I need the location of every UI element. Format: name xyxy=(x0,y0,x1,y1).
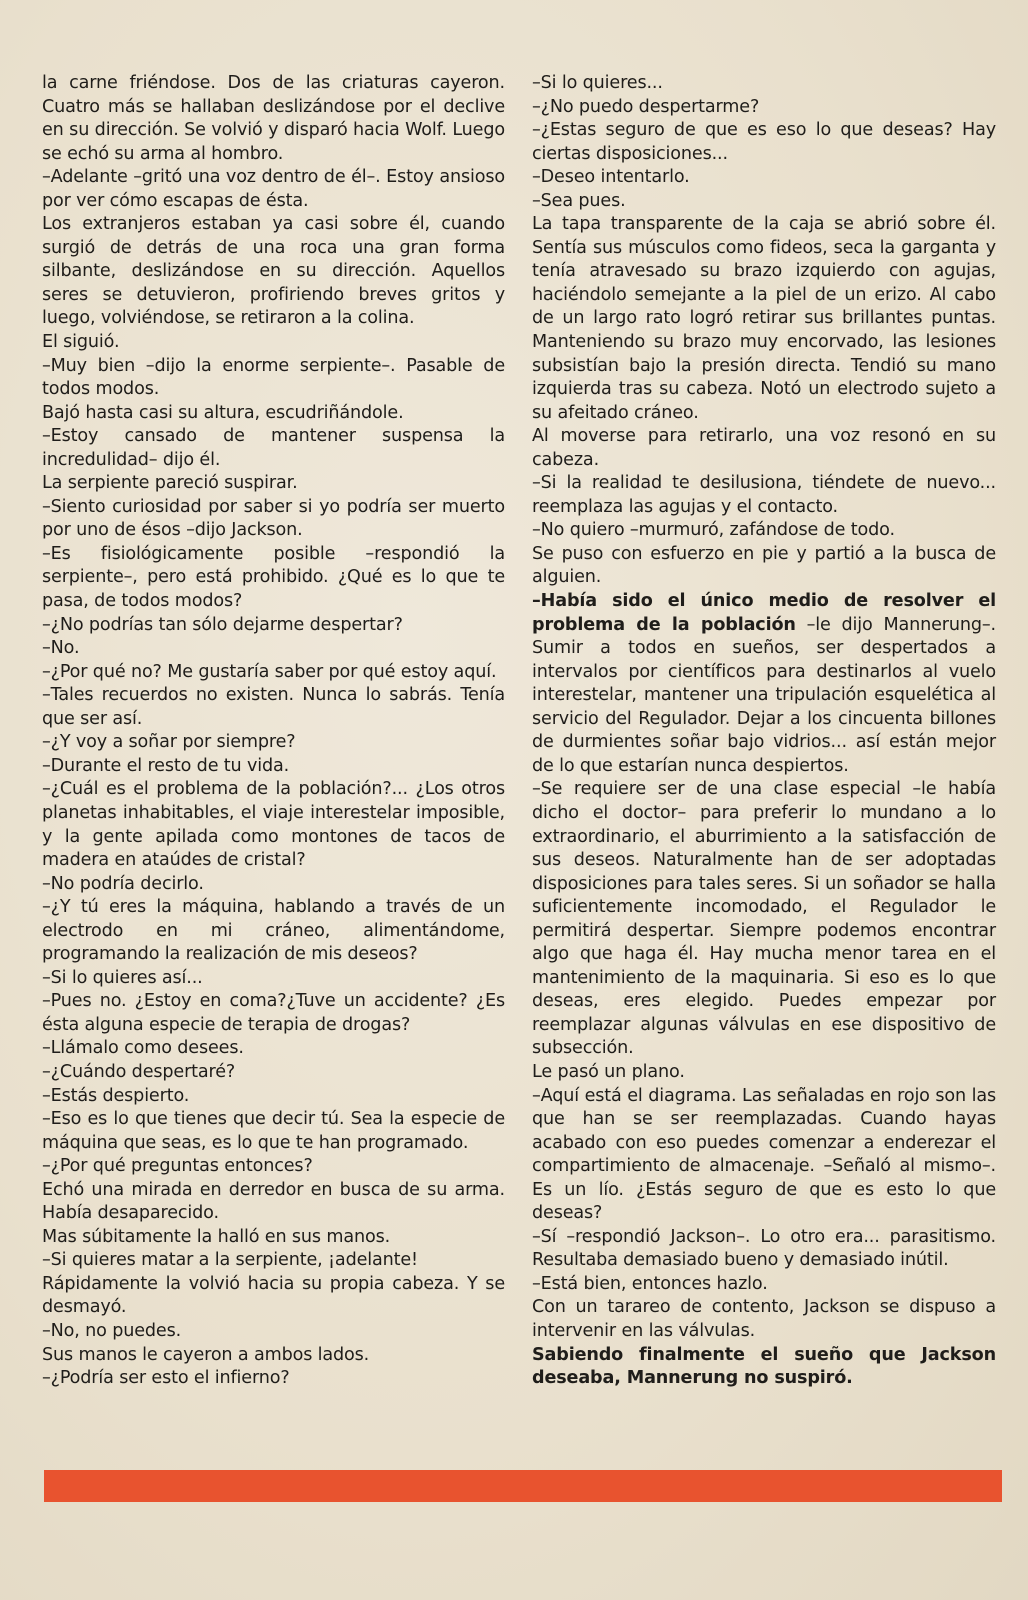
paragraph: –¿Y tú eres la máquina, hablando a través de un electrodo en mi cráneo, alimentándome, programando la realización de mis deseos? xyxy=(42,897,505,965)
paragraph: –¿Y voy a soñar por siempre? xyxy=(42,732,296,753)
paragraph: –Deseo intentarlo. xyxy=(532,167,690,188)
paragraph: –¿Por qué no? Me gustaría saber por qué estoy aquí. xyxy=(42,661,497,682)
paragraph: –Llámalo como desees. xyxy=(42,1038,244,1059)
paragraph: El siguió. xyxy=(42,332,120,353)
mannerung-paragraph xyxy=(532,590,996,778)
paragraph: Echó una mirada en derredor en busca de su arma. Había desaparecido. xyxy=(42,1179,505,1224)
paragraph: La serpiente pareció suspirar. xyxy=(42,473,298,494)
decorative-red-band xyxy=(44,1470,1002,1502)
paragraph: –Si la realidad te desilusiona, tiéndete de nuevo... reemplaza las agujas y el contacto. xyxy=(532,473,996,517)
left-text-column xyxy=(42,72,505,1391)
closing-bold-paragraph: Sabiendo finalmente el sueño que Jackson deseaba, Mannerung no suspiró. xyxy=(532,1344,996,1389)
paragraph: –Es fisiológicamente posible –respondió la serpiente–, pero está prohibido. ¿Qué es lo que te pasa, de todos modos? xyxy=(42,543,505,612)
paragraph: –Siento curiosidad por saber si yo podría ser muerto por uno de ésos –dijo Jackson. xyxy=(42,496,505,541)
paragraph: –Tales recuerdos no existen. Nunca lo sabrás. Tenía que ser así. xyxy=(42,685,505,729)
paragraph: Los extranjeros estaban ya casi sobre él, cuando surgió de detrás de una roca una gran forma silbante, deslizándose en su dirección. Aquellos seres se detuvieron, profiriendo breves gritos y luego, volviéndose, se retiraron a la colina. xyxy=(42,214,505,329)
paragraph: –Si lo quieres... xyxy=(532,73,663,93)
right-text-column xyxy=(532,72,996,1391)
paragraph: –Sea pues. xyxy=(532,190,626,211)
paragraph: Le pasó un plano. xyxy=(532,1061,685,1082)
paragraph: –Eso es lo que tienes que decir tú. Sea la especie de máquina que seas, es lo que te han programado. xyxy=(42,1109,505,1153)
paragraph: Mas súbitamente la halló en sus manos. xyxy=(42,1226,391,1247)
paragraph: –Sí –respondió Jackson–. Lo otro era... parasitismo. Resultaba demasiado bueno y demasiado inútil. xyxy=(532,1226,996,1271)
paragraph: –Adelante –gritó una voz dentro de él–. Estoy ansioso por ver cómo escapas de ésta. xyxy=(42,167,505,211)
paragraph: –¿Cuándo despertaré? xyxy=(42,1061,236,1082)
paragraph: –No quiero –murmuró, zafándose de todo. xyxy=(532,520,895,541)
paragraph: –Muy bien –dijo la enorme serpiente–. Pasable de todos modos. xyxy=(42,355,505,400)
paragraph: –Si lo quieres así... xyxy=(42,967,203,988)
paragraph: –No podría decirlo. xyxy=(42,873,204,894)
bold-lead: –Había sido el único medio de resolver el problema de la población xyxy=(532,591,996,635)
paragraph-text: –le dijo Mannerung–. Sumir a todos en sueños, ser despertados a intervalos por científicos para destinarlos al vuelo interestelar, mantener una tripulación esquelética al servicio del Regulador. Dejar a los cincuenta billones de durmientes soñar bajo vidrios... así están mejor de lo que estarían nunca despiertos. xyxy=(532,614,997,776)
paragraph: Con un tarareo de contento, Jackson se dispuso a intervenir en las válvulas. xyxy=(532,1297,996,1341)
paragraph: –¿No puedo despertarme? xyxy=(532,96,760,117)
paragraph: Rápidamente la volvió hacia su propia cabeza. Y se desmayó. xyxy=(42,1273,505,1318)
paragraph: –Aquí está el diagrama. Las señaladas en rojo son las que han se ser reemplazadas. Cuando hayas acabado con eso puedes comenzar a enderezar el compartimiento de almacenaje. –Señaló al mismo–. Es un lío. ¿Estás seguro de que es esto lo que deseas? xyxy=(532,1085,996,1224)
paragraph: –Pues no. ¿Estoy en coma?¿Tuve un accidente? ¿Es ésta alguna especie de terapia de drogas? xyxy=(42,991,505,1035)
paragraph: –Está bien, entonces hazlo. xyxy=(532,1273,768,1294)
paragraph: Bajó hasta casi su altura, escudriñándole. xyxy=(42,402,404,423)
paragraph: –Si quieres matar a la serpiente, ¡adelante! xyxy=(42,1250,418,1271)
paragraph: –¿Por qué preguntas entonces? xyxy=(42,1156,313,1177)
paragraph: –Estás despierto. xyxy=(42,1085,190,1106)
paragraph: –Durante el resto de tu vida. xyxy=(42,755,290,776)
paragraph: la carne friéndose. Dos de las criaturas cayeron. Cuatro más se hallaban deslizándose por el declive en su dirección. Se volvió y disparó hacia Wolf. Luego se echó su arma al hombro. xyxy=(42,73,505,164)
paragraph: –No. xyxy=(42,638,80,659)
paragraph: –¿No podrías tan sólo dejarme despertar? xyxy=(42,614,403,635)
paragraph: Sus manos le cayeron a ambos lados. xyxy=(42,1344,370,1365)
paragraph: Al moverse para retirarlo, una voz resonó en su cabeza. xyxy=(532,426,996,470)
paragraph: –Estoy cansado de mantener suspensa la incredulidad– dijo él. xyxy=(42,426,505,470)
paragraph: –¿Estas seguro de que es eso lo que deseas? Hay ciertas disposiciones... xyxy=(532,120,996,164)
paragraph: –¿Cuál es el problema de la población?... ¿Los otros planetas inhabitables, el viaje interestelar imposible, y la gente apilada como montones de tacos de madera en ataúdes de cristal? xyxy=(42,779,505,871)
paragraph: –¿Podría ser esto el infierno? xyxy=(42,1368,290,1389)
paragraph: Se puso con esfuerzo en pie y partió a la busca de alguien. xyxy=(532,543,996,588)
paragraph: La tapa transparente de la caja se abrió sobre él. Sentía sus músculos como fideos, seca la garganta y tenía atravesado su brazo izquierdo con agujas, haciéndolo semejante a la piel de un erizo. Al cabo de un largo rato logró retirar sus brillantes puntas. Manteniendo su brazo muy encorvado, las lesiones subsistían bajo la presión directa. Tendió su mano izquierda tras su cabeza. Notó un electrodo sujeto a su afeitado cráneo. xyxy=(532,214,996,423)
paragraph: –Se requiere ser de una clase especial –le había dicho el doctor– para preferir lo mundano a lo extraordinario, el aburrimiento a la satisfacción de sus deseos. Naturalmente han de ser adoptadas disposiciones para tales seres. Si un soñador se halla suficientemente incomodado, el Regulador le permitirá despertar. Siempre podemos encontrar algo que haga él. Hay mucha menor tarea en el mantenimiento de la maquinaria. Si eso es lo que deseas, eres elegido. Puedes empezar por reemplazar algunas válvulas en ese dispositivo de subsección. xyxy=(532,779,996,1059)
paragraph: –No, no puedes. xyxy=(42,1320,182,1341)
